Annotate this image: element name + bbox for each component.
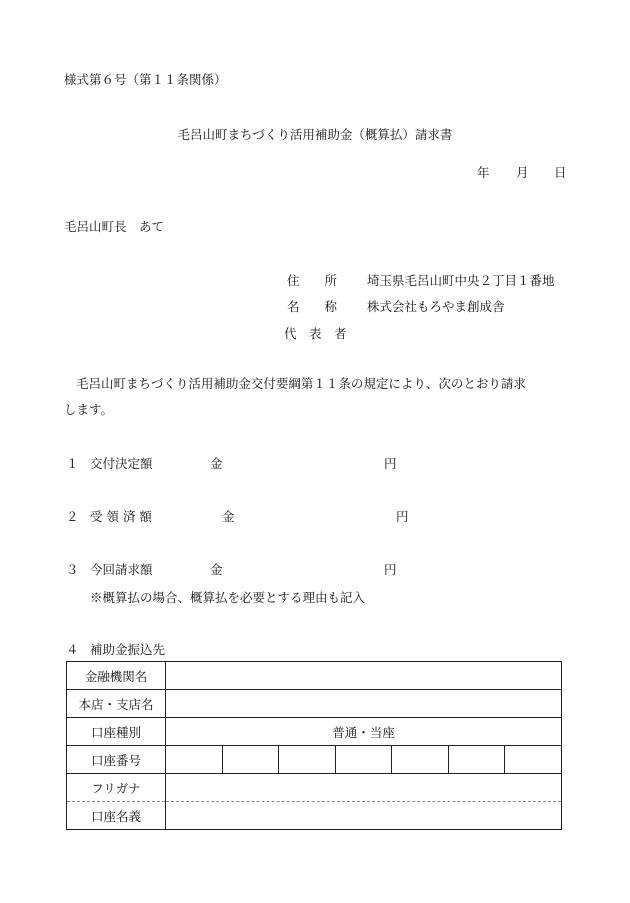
item-3-label: 今回請求額 [90,562,153,577]
item-1-yen: 円 [384,456,397,471]
date-year: 年 [477,165,490,180]
item-2-label: 受 領 済 額 [90,509,152,524]
account-holder-label: 口座名義 [67,802,166,830]
account-number-label: 口座番号 [67,746,166,774]
branch-label: 本店・支店名 [67,690,166,718]
item-1-number: １ [66,456,79,471]
table-row [67,746,562,774]
note-text: ※概算払の場合、概算払を必要とする理由も記入 [90,590,366,605]
branch-field[interactable] [166,690,562,718]
form-number: 様式第６号（第１１条関係） [64,72,227,87]
item-1-kin: 金 [210,456,223,471]
body-text-line1: 毛呂山町まちづくり活用補助金交付要綱第１１条の規定により、次のとおり請求 [76,376,526,391]
item-3-yen: 円 [384,562,397,577]
date-month: 月 [516,165,529,180]
name-value: 株式会社もろやま創成舎 [367,299,505,314]
digit-box[interactable] [166,746,222,773]
digit-box[interactable] [222,746,279,773]
document-title: 毛呂山町まちづくり活用補助金（概算払）請求書 [177,127,453,142]
table-row [67,774,562,802]
item-2-number: ２ [66,509,79,524]
bank-heading: 補助金振込先 [90,642,166,657]
item-2-yen: 円 [396,509,409,524]
address-label: 住 所 [287,273,338,288]
representative-label: 代 表 者 [284,326,347,341]
bank-transfer-table [66,661,562,830]
furigana-field[interactable] [166,774,562,802]
table-row [67,718,562,746]
institution-label: 金融機関名 [67,662,166,690]
table-row [67,662,562,690]
address-value: 埼玉県毛呂山町中央２丁目１番地 [367,273,555,288]
account-type-label: 口座種別 [67,718,166,746]
digit-box[interactable] [278,746,335,773]
item-3-number: ３ [66,562,79,577]
account-number-field[interactable] [166,746,562,774]
digit-box[interactable] [335,746,392,773]
table-row [67,802,562,830]
addressee: 毛呂山町長 あて [64,219,165,234]
digit-box[interactable] [504,746,561,773]
item-2-kin: 金 [222,509,235,524]
digit-box[interactable] [391,746,448,773]
digit-box[interactable] [448,746,505,773]
bank-heading-number: ４ [66,642,79,657]
date-day: 日 [554,165,567,180]
table-row [67,690,562,718]
institution-field[interactable] [166,662,562,690]
body-text-line2: します。 [64,402,114,417]
item-3-kin: 金 [210,562,223,577]
account-holder-field[interactable] [166,802,562,830]
item-1-label: 交付決定額 [90,456,153,471]
account-number-digit-boxes [166,746,561,773]
account-type-value[interactable]: 普通・当座 [166,718,562,746]
furigana-label: フリガナ [67,774,166,802]
name-label: 名 称 [287,299,338,314]
